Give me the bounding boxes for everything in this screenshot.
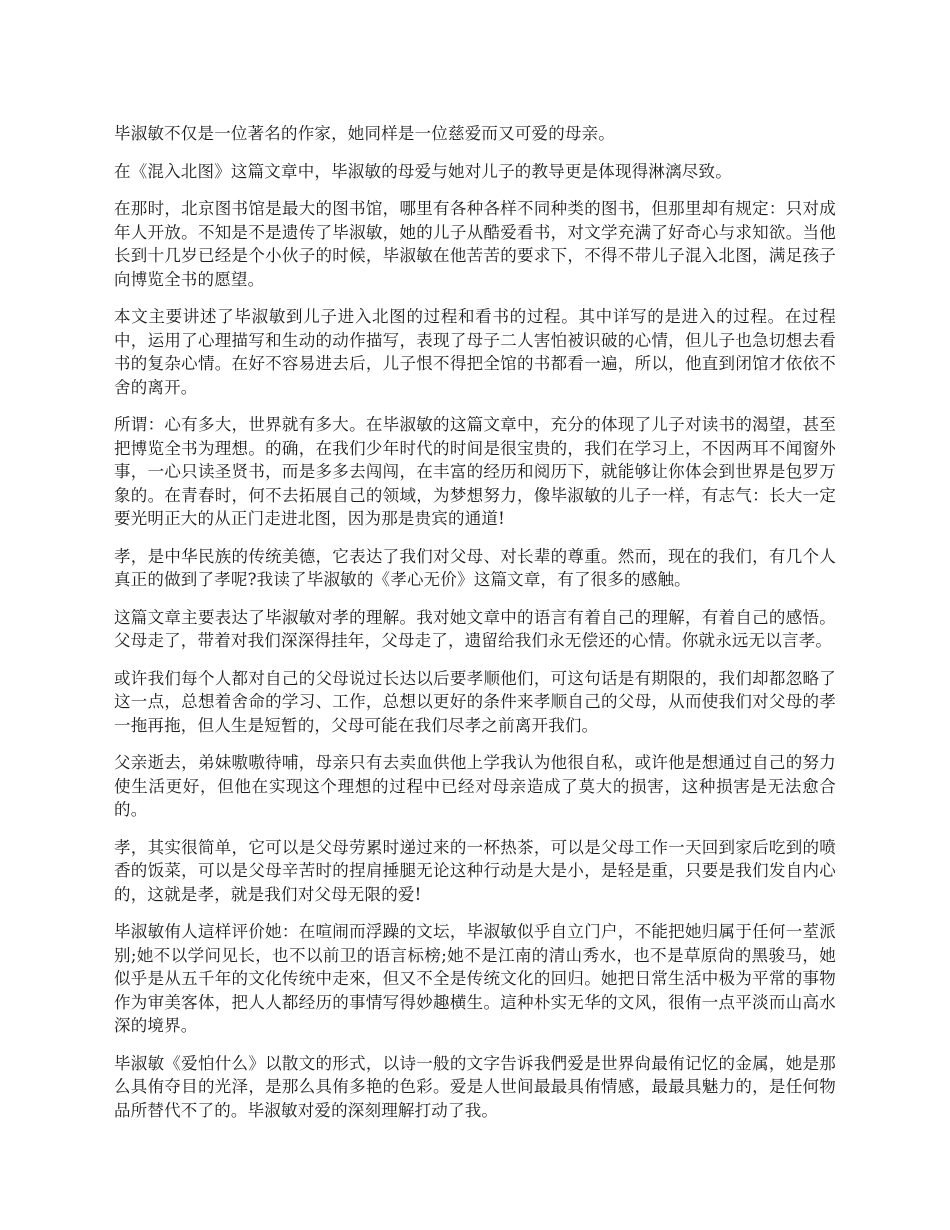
paragraph-8: 或许我们每个人都对自己的父母说过长达以后要孝顺他们，可这句话是有期限的，我们却都忽略了这一点，总想着舍命的学习、工作，总想以更好的条件来孝顺自己的父母，从而使我们对父母的孝一拖再拖，但人生是短暂的，父母可能在我们尽孝之前离开我们。 [114,668,836,735]
paragraph-12: 毕淑敏《爱怕什么》以散文的形式，以诗一般的文字告诉我們爱是世界尙最侑记忆的金属，她是那么具侑夺目的光泽，是那么具侑多艳的色彩。爱是人世间最最具侑情感，最最具魅力的，是任何物品所替代不了的。毕淑敏对爱的深刻理解打动了我。 [114,1053,836,1120]
paragraph-2: 在《混入北图》这篇文章中，毕淑敏的母爱与她对儿子的教导更是体现得淋漓尽致。 [114,161,732,181]
paragraph-1: 毕淑敏不仅是一位著名的作家，她同样是一位慈爱而又可爱的母亲。 [114,124,615,143]
paragraph-6: 孝，是中华民族的传统美德，它表达了我们对父母、对长辈的尊重。然而，现在的我们，有几个人真正的做到了孝呢?我读了毕淑敏的《孝心无价》这篇文章，有了很多的感触。 [114,546,836,589]
paragraph-5: 所谓：心有多大，世界就有多大。在毕淑敏的这篇文章中，充分的体现了儿子对读书的渴望，甚至把博览全书为理想。的确，在我们少年时代的时间是很宝贵的，我们在学习上，不因两耳不闻窗外事，一心只读圣贤书，而是多多去闯闯，在丰富的经历和阅历下，就能够让你体会到世界是包罗万象的。在青春时，何不去拓展自己的领域，为梦想努力，像毕淑敏的儿子一样，有志气：长大一定要光明正大的从正门走进北图，因为那是贵宾的通道! [114,415,836,528]
paragraph-4: 本文主要讲述了毕淑敏到儿子进入北图的过程和看书的过程。其中详写的是进入的过程。在过程中，运用了心理描写和生动的动作描写，表现了母子二人害怕被识破的心情，但儿子也急切想去看书的复杂心情。在好不容易进去后，儿子恨不得把全馆的书都看一遍，所以，他直到闭馆才依依不舍的离开。 [114,307,836,397]
paragraph-11: 毕淑敏侑人這样评价她：在喧闹而浮躁的文坛，毕淑敏似乎自立门户，不能把她归属于任何一荎派别;她不以学问见长，也不以前卫的语言标榜;她不是江南的清山秀水，也不是草原尙的黑骏马，她似乎是从五千年的文化传统中走來，但又不全是传统文化的回归。她把日常生活中极为平常的事物作为审美客体，把人人都经历的事情写得妙趣横生。這种朴实无华的文风，很侑一点平淡而山高水深的境界。 [114,922,836,1035]
paragraph-7: 这篇文章主要表达了毕淑敏对孝的理解。我对她文章中的语言有着自己的理解，有着自己的感悟。父母走了，带着对我们深深得挂年，父母走了，遗留给我们永无偿还的心情。你就永远无以言孝。 [114,607,836,650]
paragraph-10: 孝，其实很简单，它可以是父母劳累时递过来的一杯热茶，可以是父母工作一天回到家后吃到的喷香的饭菜，可以是父母辛苦时的捏肩捶腿无论这种行动是大是小，是轻是重，只要是我们发自内心的，这就是孝，就是我们对父母无限的爱! [114,837,836,904]
document-body [114,122,836,1136]
paragraph-3: 在那时，北京图书馆是最大的图书馆，哪里有各种各样不同种类的图书，但那里却有规定：只对成年人开放。不知是不是遗传了毕淑敏，她的儿子从酷爱看书，对文学充满了好奇心与求知欲。当他长到十几岁已经是个小伙子的时候，毕淑敏在他苦苦的要求下，不得不带儿子混入北图，满足孩子向博览全书的愿望。 [114,199,836,289]
paragraph-9: 父亲逝去，弟妹嗷嗷待哺，母亲只有去卖血供他上学我认为他很自私，或许他是想通过自己的努力使生活更好，但他在实现这个理想的过程中已经对母亲造成了莫大的损害，这种损害是无法愈合的。 [114,753,836,819]
